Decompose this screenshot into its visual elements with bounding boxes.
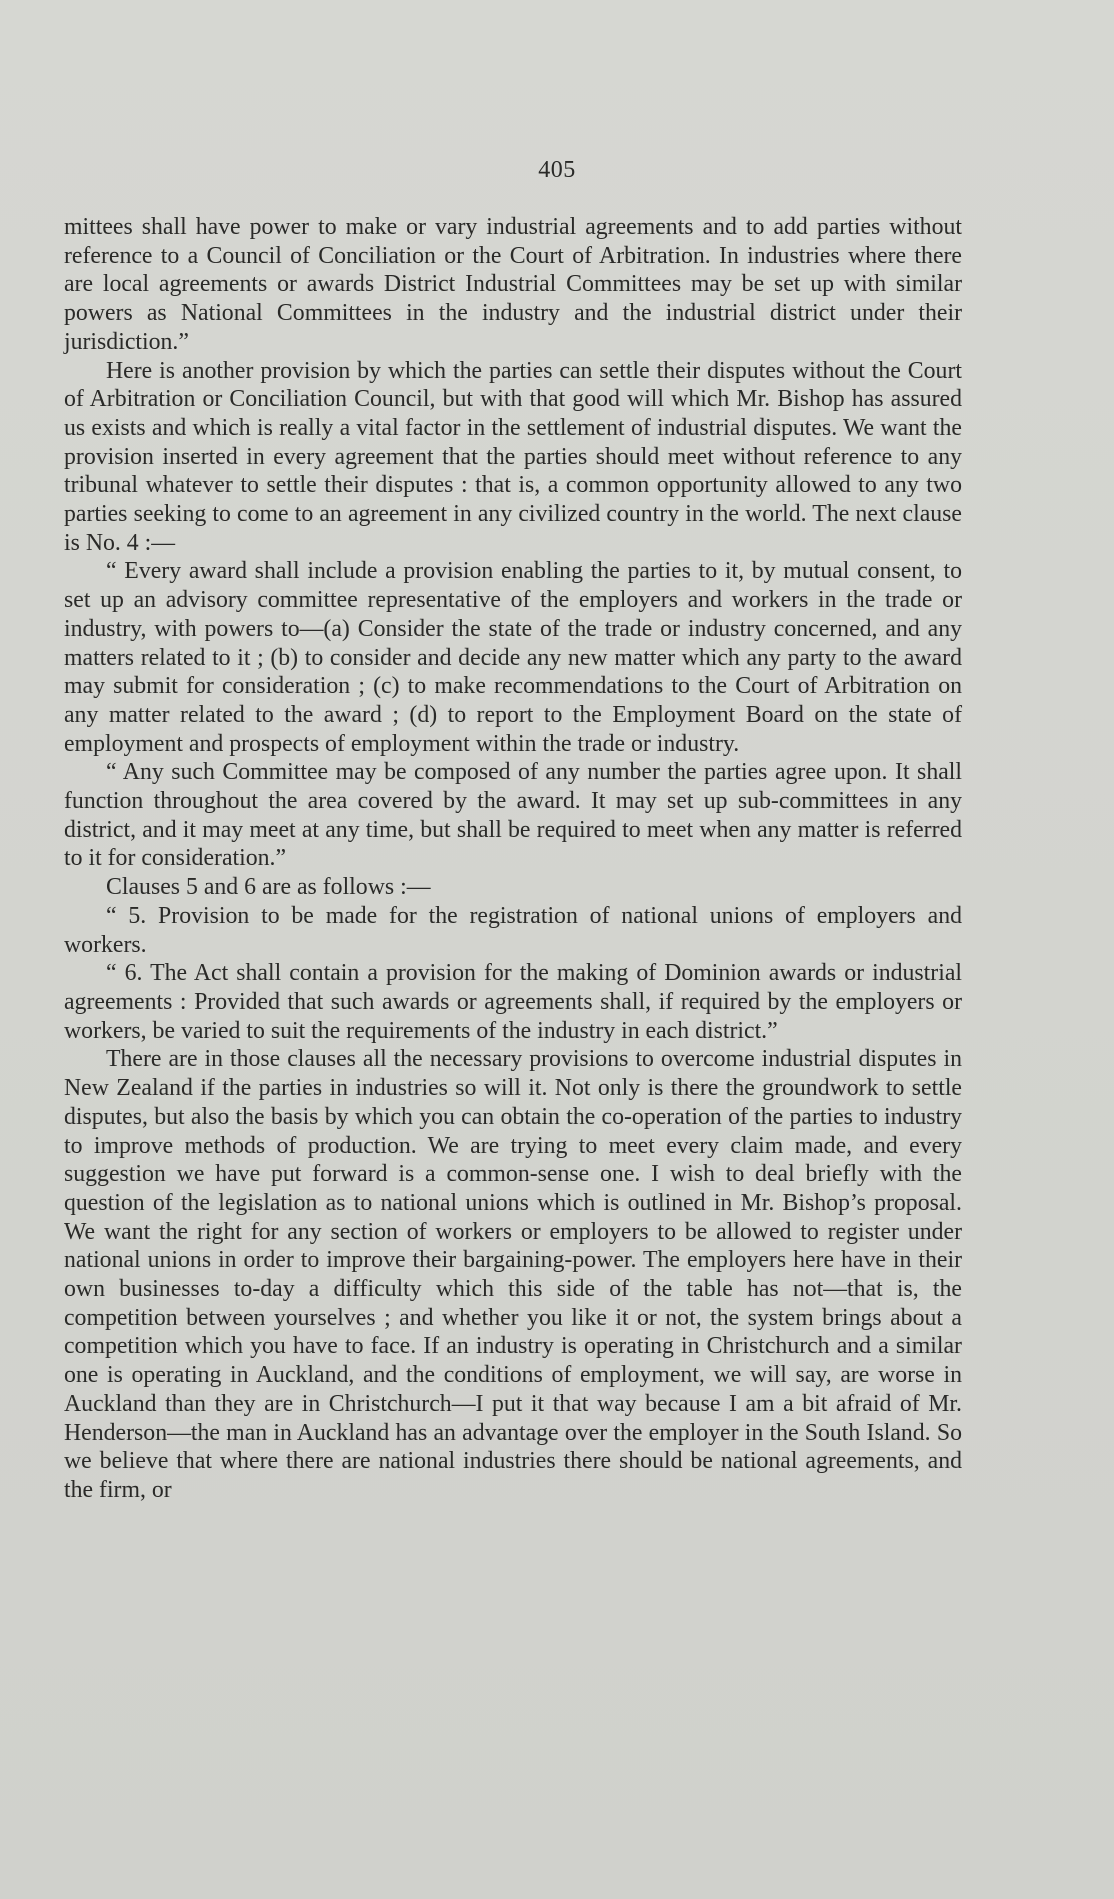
paragraph: There are in those clauses all the necessary provisions to overcome industrial disputes in New Zealand if the parties in industries so will it. Not only is there the groundwork to settle disputes, but also the basis by which you can obtain the co-operation of the parties to industry to improve methods of production. We are trying to meet every claim made, and every suggestion we have put forward is a common-sense one. I wish to deal briefly with the question of the legislation as to national unions which is outlined in Mr. Bishop’s proposal. We want the right for any section of workers or employers to be allowed to register under national unions in order to improve their bargaining-power. The employers here have in their own businesses to-day a difficulty which this side of the table has not—that is, the competition between yourselves ; and whether you like it or not, the system brings about a competition which you have to face. If an industry is operating in Christchurch and a similar one is operating in Auckland, and the conditions of employment, we will say, are worse in Auckland than they are in Christchurch—I put it that way because I am a bit afraid of Mr. Henderson—the man in Auckland has an advantage over the employer in the South Island. So we believe that where there are national industries there should be national agreements, and the firm, or	[64, 1046, 962, 1503]
page-number: 405	[538, 157, 576, 183]
paragraph: mittees shall have power to make or vary industrial agreements and to add parties without reference to a Council of Conciliation or the Court of Arbitration. In industries where there are local agreements or awards District Industrial Committees may be set up with similar powers as National Committees in the industry and the industrial district under their jurisdiction.”	[64, 214, 962, 355]
quoted-clause-4-paragraph: “ Every award shall include a provision enabling the parties to it, by mutual consent, to set up an advisory committee representative of the employers and workers in the trade or industry, with powers to—(a) Consider the state of the trade or industry concerned, and any matters related to it ; (b) to consider and decide any new matter which any party to the award may submit for consideration ; (c) to make recommendations to the Court of Arbitration on any matter related to the award ; (d) to report to the Employment Board on the state of employment and prospects of employment within the trade or industry.	[64, 558, 962, 757]
quoted-clause-6-paragraph: “ 6. The Act shall contain a provision for the making of Dominion awards or industrial agreements : Provided that such awards or agreements shall, if required by the employers or workers, be varied to suit the requirements of the industry in each district.”	[64, 960, 962, 1044]
paragraph: Clauses 5 and 6 are as follows :—	[106, 874, 431, 901]
body-text	[64, 213, 962, 1505]
quoted-clause-4-paragraph: “ Any such Committee may be composed of any number the parties agree upon. It shall function throughout the area covered by the award. It may set up sub-committees in any district, and it may meet at any time, but shall be required to meet when any matter is referred to it for consideration.”	[64, 759, 962, 872]
paragraph: Here is another provision by which the parties can settle their disputes without the Court of Arbitration or Conciliation Council, but with that good will which Mr. Bishop has assured us exists and which is really a vital factor in the settlement of industrial disputes. We want the provision inserted in every agreement that the parties should meet without reference to any tribunal whatever to settle their disputes : that is, a common opportunity allowed to any two parties seeking to come to an agreement in any civilized country in the world. The next clause is No. 4 :—	[64, 357, 962, 556]
quoted-clause-5-paragraph: “ 5. Provision to be made for the registration of national unions of employers and workers.	[64, 902, 962, 958]
